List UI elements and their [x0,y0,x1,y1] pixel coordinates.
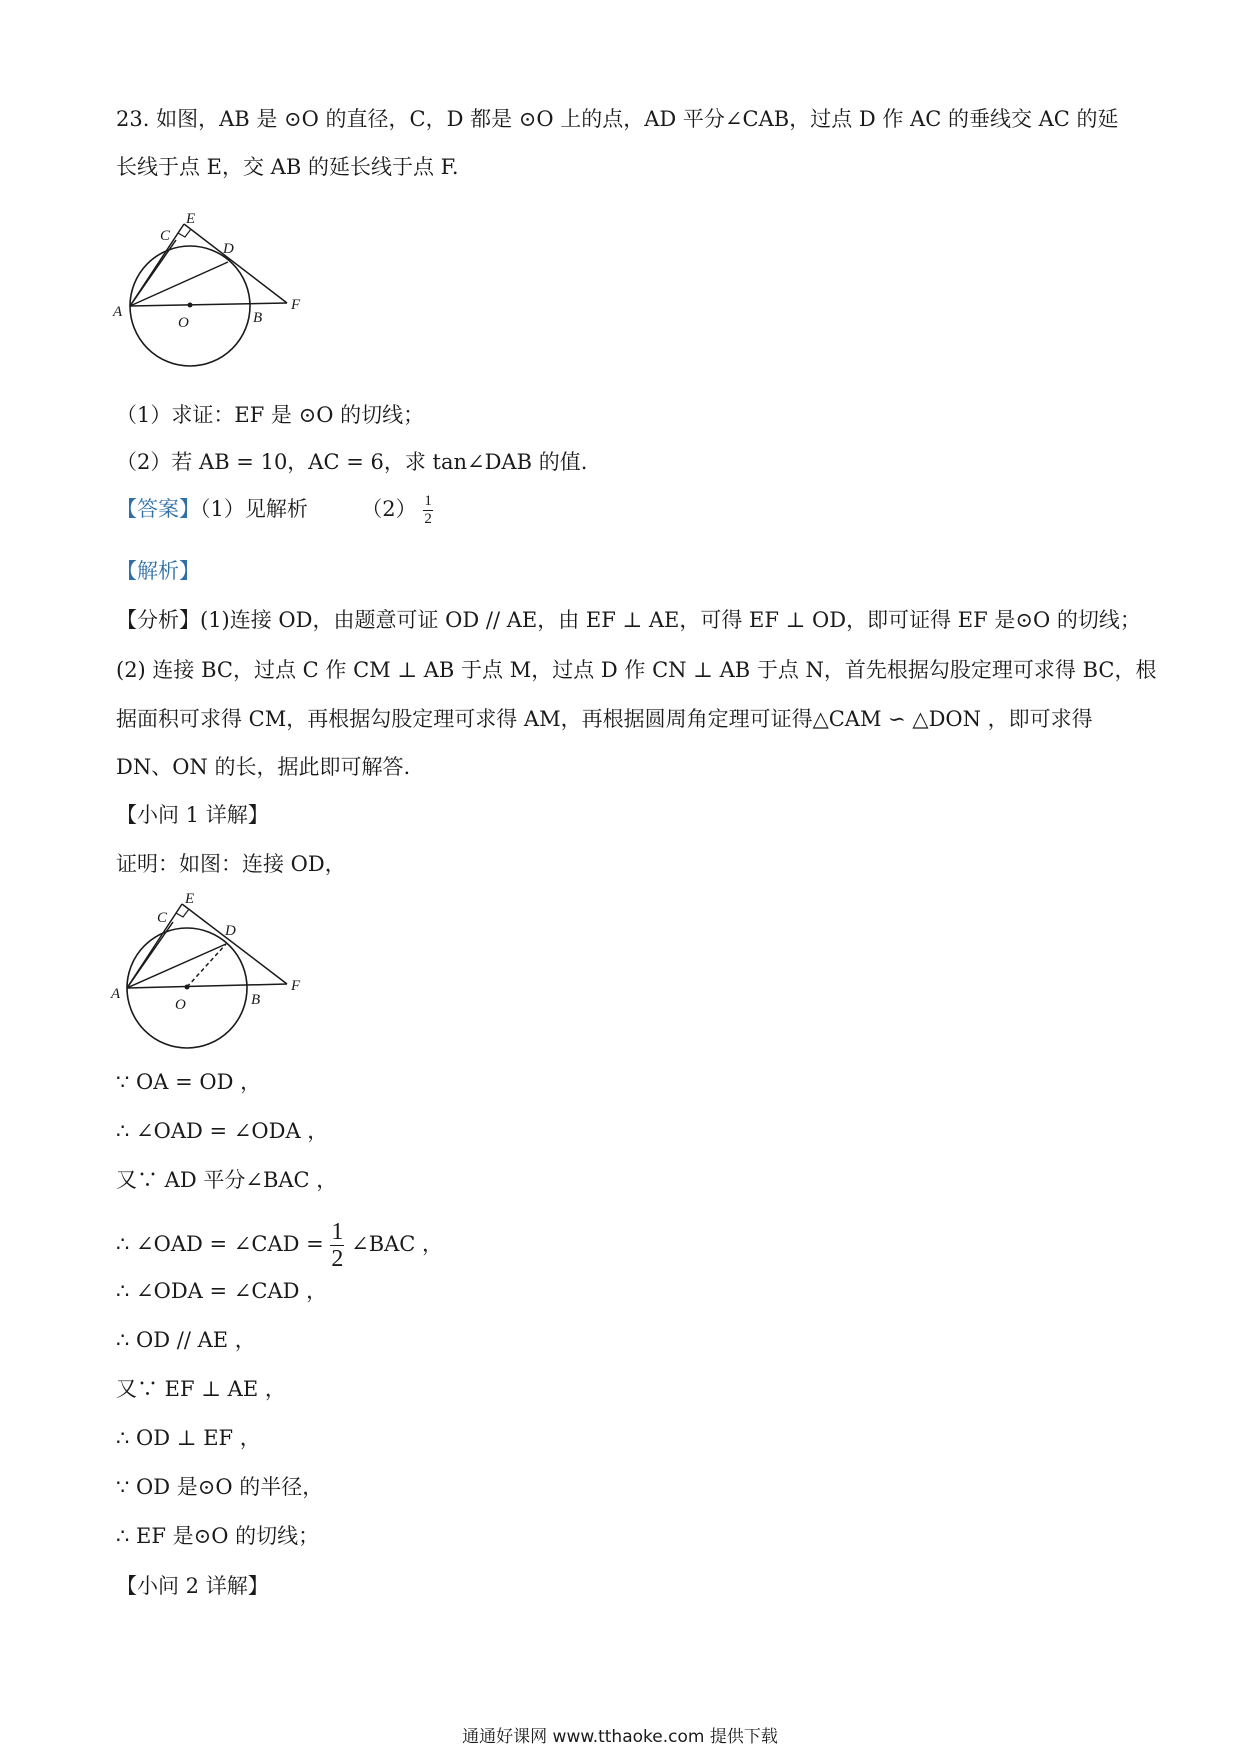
label-o: O [175,997,186,1013]
proof-intro: 证明：如图：连接 OD， [116,852,346,876]
label-d: D [225,923,236,939]
analysis-tag: 【解析】 [116,559,200,583]
proof-step-6: ∴ OD // AE ， [116,1328,256,1352]
label-b: B [251,992,261,1008]
label-f: F [291,978,301,994]
analysis-line-4: DN、ON 的长，据此即可解答. [116,755,411,779]
proof-step-7: 又∵ EF ⊥ AE ， [116,1377,286,1401]
label-o: O [178,315,189,331]
answer-tag: 【答案】 [116,497,200,521]
problem-line-1: 23. 如图，AB 是 ⊙O 的直径，C，D 都是 ⊙O 上的点，AD 平分∠CAB，过点 D 作 AC 的垂线交 AC 的延 [116,107,1119,131]
proof-step-2: ∴ ∠OAD = ∠ODA ， [116,1119,329,1143]
answer-part-1: （1）见解析 [200,497,308,521]
proof-step-10: ∴ EF 是⊙O 的切线； [116,1524,320,1548]
proof-step-5: ∴ ∠ODA = ∠CAD ， [116,1279,328,1303]
analysis-line-2: (2) 连接 BC，过点 C 作 CM ⊥ AB 于点 M，过点 D 作 CN ⊥ AB 于点 N，首先根据勾股定理可求得 BC，根 [116,658,1157,682]
proof-step-3: 又∵ AD 平分∠BAC ， [116,1168,338,1192]
analysis-line-1: 【分析】(1)连接 OD，由题意可证 OD // AE，由 EF ⊥ AE，可得 EF ⊥ OD，即可证得 EF 是⊙O 的切线； [116,608,1141,632]
proof-step-4-right: ∠BAC ， [351,1232,444,1256]
problem-line-2: 长线于点 E，交 AB 的延长线于点 F. [116,155,459,179]
line-ef [184,224,287,303]
line-ef [182,904,287,984]
analysis-line-3: 据面积可求得 CM，再根据勾股定理可求得 AM，再根据圆周角定理可证得△CAM ∽ △DON ，即可求得 [116,707,1093,731]
answer-frac-den: 2 [424,511,432,527]
sub-question-1-title: 【小问 1 详解】 [116,803,269,827]
answer-frac-num: 1 [424,493,432,509]
page-footer: 通通好课网 www.tthaoke.com 提供下载 [462,1727,778,1747]
label-c: C [157,910,168,926]
answer-part-2-prefix: （2） [361,497,417,521]
proof-step-1: ∵ OA = OD ， [116,1070,262,1094]
proof-frac-num: 1 [331,1219,344,1245]
sub-question-2-title: 【小问 2 详解】 [116,1574,269,1598]
answer-fraction [423,494,433,527]
proof-step-4-fraction [330,1220,344,1271]
proof-step-4-left: ∴ ∠OAD = ∠CAD = [116,1232,324,1256]
center-point [185,985,190,990]
proof-step-4 [116,1220,443,1271]
label-e: E [185,891,195,907]
answer-line [116,494,433,527]
label-d: D [223,241,234,257]
line-af [127,984,287,988]
line-af [130,303,287,306]
proof-frac-den: 2 [331,1246,344,1272]
label-a: A [113,304,123,320]
center-point [188,303,193,308]
question-part-1: （1）求证：EF 是 ⊙O 的切线； [116,403,425,427]
proof-step-9: ∵ OD 是⊙O 的半径， [116,1475,324,1499]
label-c: C [160,228,171,244]
line-od-dashed [187,944,226,987]
label-f: F [291,297,301,313]
geometry-figure-2 [110,890,330,1055]
question-part-2: （2）若 AB = 10，AC = 6，求 tan∠DAB 的值. [116,450,588,474]
proof-step-8: ∴ OD ⊥ EF ， [116,1426,261,1450]
label-a: A [111,986,121,1002]
label-b: B [253,310,263,326]
label-e: E [186,211,196,227]
geometry-figure-1 [110,210,330,375]
